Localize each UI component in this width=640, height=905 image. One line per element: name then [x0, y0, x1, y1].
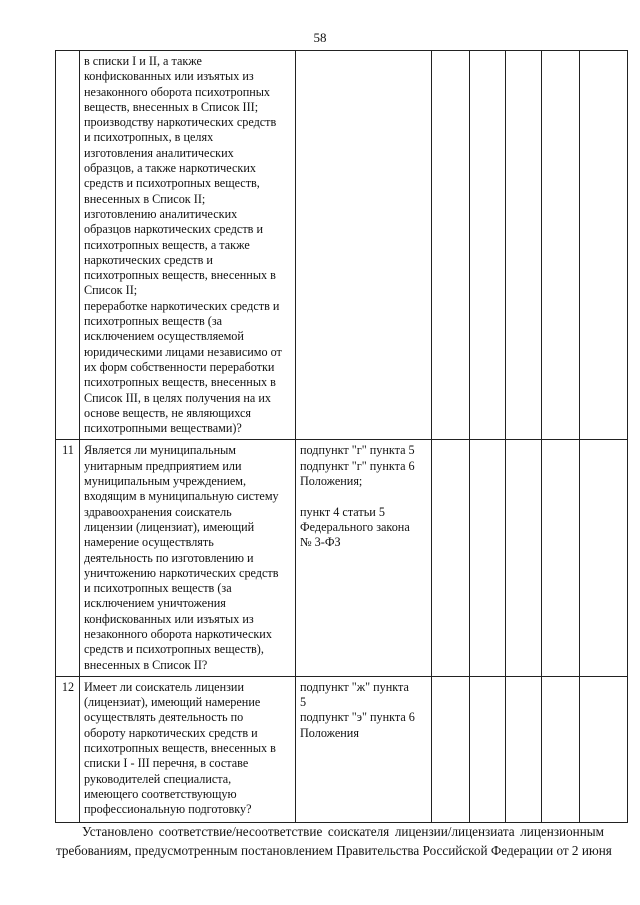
requirement-text: Является ли муниципальным унитарным предприятием или муниципальным учреждением, входящим в муниципальную систему здравоохранения соискатель лицензии (лицензиат), имеющий намерение осуществлять деятельность по изготовлению и уничтожению наркотических средств и психотропных веществ (за исключением уничтожения конфискованных или изъятых из незаконного оборота наркотических средств и психотропных веществ), внесенных в Список II? [80, 440, 296, 676]
page-number: 58 [313, 30, 327, 45]
checklist-table [55, 50, 628, 823]
row-number [56, 51, 80, 440]
table-row [56, 440, 628, 676]
empty-cell [580, 676, 628, 822]
empty-cell [506, 440, 542, 676]
empty-cell [432, 676, 470, 822]
table-row [56, 676, 628, 822]
empty-cell [432, 440, 470, 676]
empty-cell [470, 51, 506, 440]
empty-cell [580, 51, 628, 440]
empty-cell [432, 51, 470, 440]
empty-cell [506, 676, 542, 822]
conclusion-paragraph [56, 822, 612, 860]
conclusion-line-2: требованиям, предусмотренным постановлением Правительства Российской Федерации от 2 июня [56, 843, 612, 858]
empty-cell [470, 440, 506, 676]
legal-basis [296, 51, 432, 440]
conclusion-line-1: Установлено соответствие/несоответствие соискателя лицензии/лицензиата лицензионным [82, 824, 604, 839]
requirement-text: Имеет ли соискатель лицензии (лицензиат), имеющий намерение осуществлять деятельность по обороту наркотических средств и психотропных веществ, внесенных в списки I - III перечня, в составе руководителей специалиста, имеющего соответствующую профессиональную подготовку? [80, 676, 296, 822]
empty-cell [580, 440, 628, 676]
legal-basis: подпункт "ж" пункта 5 подпункт "э" пункта 6 Положения [296, 676, 432, 822]
empty-cell [506, 51, 542, 440]
requirement-text: в списки I и II, а также конфискованных или изъятых из незаконного оборота психотропных веществ, внесенных в Список III; производству наркотических средств и психотропных, в целях изготовления аналитических образцов, а также наркотических средств и психотропных веществ, внесенных в Список II; изготовлению аналитических образцов наркотических средств и психотропных веществ, а также наркотических средств и психотропных веществ, внесенных в Список II; переработке наркотических средств и психотропных веществ (за исключением осуществляемой юридическими лицами независимо от их форм собственности переработки психотропных веществ, внесенных в Список III, в целях получения на их основе веществ, не являющихся психотропными веществами)? [80, 51, 296, 440]
empty-cell [542, 440, 580, 676]
empty-cell [470, 676, 506, 822]
row-number: 12 [56, 676, 80, 822]
row-number: 11 [56, 440, 80, 676]
empty-cell [542, 676, 580, 822]
table-row [56, 51, 628, 440]
legal-basis: подпункт "г" пункта 5 подпункт "г" пункта 6 Положения; пункт 4 статьи 5 Федерального закона № 3-ФЗ [296, 440, 432, 676]
empty-cell [542, 51, 580, 440]
